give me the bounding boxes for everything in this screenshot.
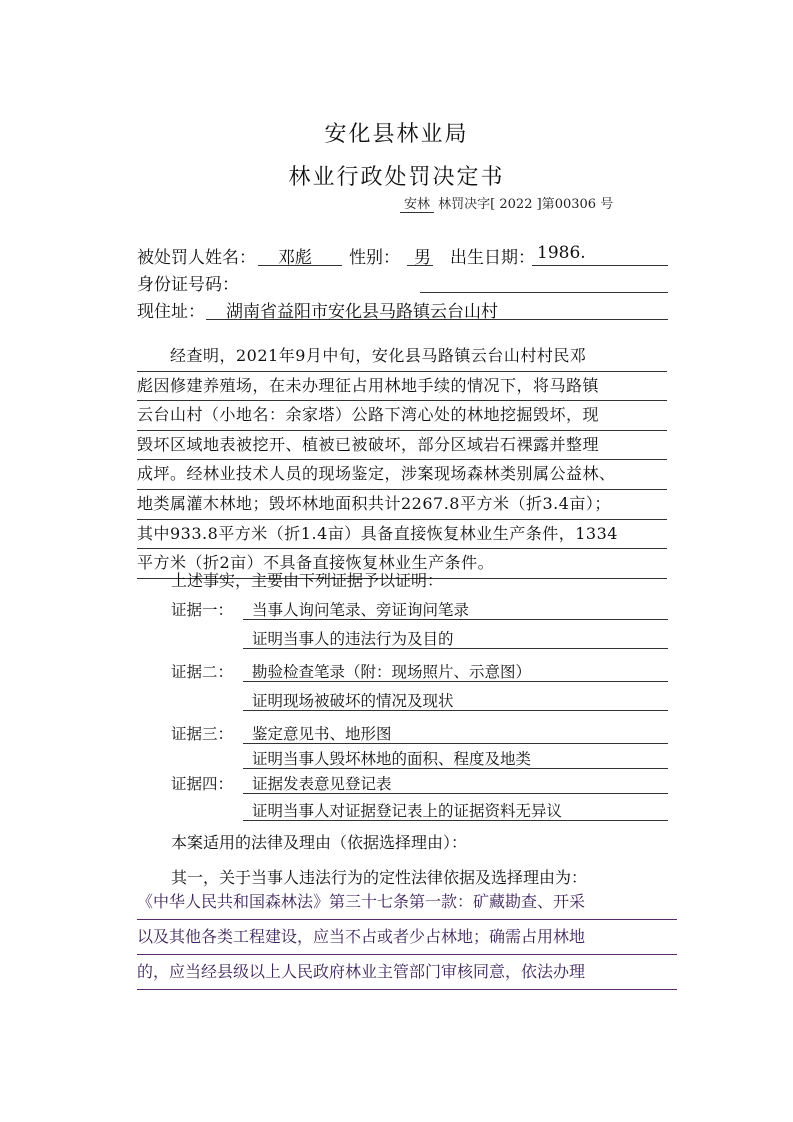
evidence-label: 证据三：	[171, 725, 234, 743]
docno-mid: 林罚决字[	[438, 197, 496, 212]
docno-prefix: 安林	[400, 193, 434, 213]
evidence-content: 当事人询问笔录、旁证询问笔录	[252, 601, 470, 619]
address-label: 现住址：	[137, 302, 205, 322]
gender-label: 性别：	[349, 248, 400, 268]
law-first: 其一，关于当事人违法行为的定性法律依据及选择理由为：	[171, 868, 588, 887]
evidence-purpose: 证明当事人毁坏林地的面积、程度及地类	[252, 750, 532, 768]
facts-line: 成坪。经林业技术人员的现场鉴定，涉案现场森林类别属公益林、	[137, 460, 667, 490]
law-line: 的，应当经县级以上人民政府林业主管部门审核同意，依法办理	[137, 955, 677, 990]
document-title: 林业行政处罚决定书	[288, 165, 505, 190]
facts-line: 其中933.8平方米（折1.4亩）具备直接恢复林业生产条件，1334	[137, 520, 667, 550]
docno-close: ]第	[536, 197, 555, 212]
facts-line: 毁坏区域地表被挖开、植被已被破坏，部分区域岩石裸露并整理	[137, 431, 667, 461]
facts-paragraph	[137, 342, 667, 579]
evidence-purpose: 证明当事人对证据登记表上的证据资料无异议	[252, 802, 563, 820]
evidence-content: 勘验检查笔录（附：现场照片、示意图）	[252, 663, 532, 681]
evidence-label: 证据二：	[171, 663, 234, 681]
evidence-content: 证据发表意见登记表	[252, 775, 392, 793]
birth-label: 出生日期：	[450, 248, 535, 268]
birth-value: 1986.	[537, 243, 586, 263]
facts-line: 平方米（折2亩）不具备直接恢复林业生产条件。	[137, 549, 667, 579]
name-label: 被处罚人姓名：	[137, 248, 256, 268]
docno-year: 2022	[499, 197, 533, 212]
law-text	[137, 885, 677, 990]
evidence-intro: 上述事实，主要由下列证据予以证明：	[171, 571, 444, 590]
document-number	[400, 193, 613, 213]
evidence-label: 证据四：	[171, 775, 234, 793]
law-line: 《中华人民共和国森林法》第三十七条第一款：矿藏勘查、开采	[137, 885, 677, 920]
agency-title: 安化县林业局	[324, 122, 469, 147]
docno-suffix: 号	[600, 197, 614, 212]
id-label: 身份证号码：	[137, 275, 239, 295]
facts-line: 彪因修建养殖场，在未办理征占用林地手续的情况下，将马路镇	[137, 372, 667, 402]
facts-line: 经查明，2021年9月中旬，安化县马路镇云台山村村民邓	[137, 342, 667, 372]
facts-line: 地类属灌木林地；毁坏林地面积共计2267.8平方米（折3.4亩）；	[137, 490, 667, 520]
law-line: 以及其他各类工程建设，应当不占或者少占林地；确需占用林地	[137, 920, 677, 955]
evidence-content: 鉴定意见书、地形图	[252, 725, 392, 743]
name-value: 邓彪	[278, 248, 312, 268]
evidence-purpose: 证明现场被破坏的情况及现状	[252, 692, 454, 710]
evidence-purpose: 证明当事人的违法行为及目的	[252, 630, 454, 648]
gender-value: 男	[414, 248, 431, 268]
address-value: 湖南省益阳市安化县马路镇云台山村	[226, 302, 498, 322]
docno-num: 00306	[554, 197, 597, 212]
law-intro: 本案适用的法律及理由（依据选择理由）：	[171, 833, 468, 852]
evidence-label: 证据一：	[171, 601, 234, 619]
facts-line: 云台山村（小地名：余家塔）公路下湾心处的林地挖掘毁坏，现	[137, 401, 667, 431]
